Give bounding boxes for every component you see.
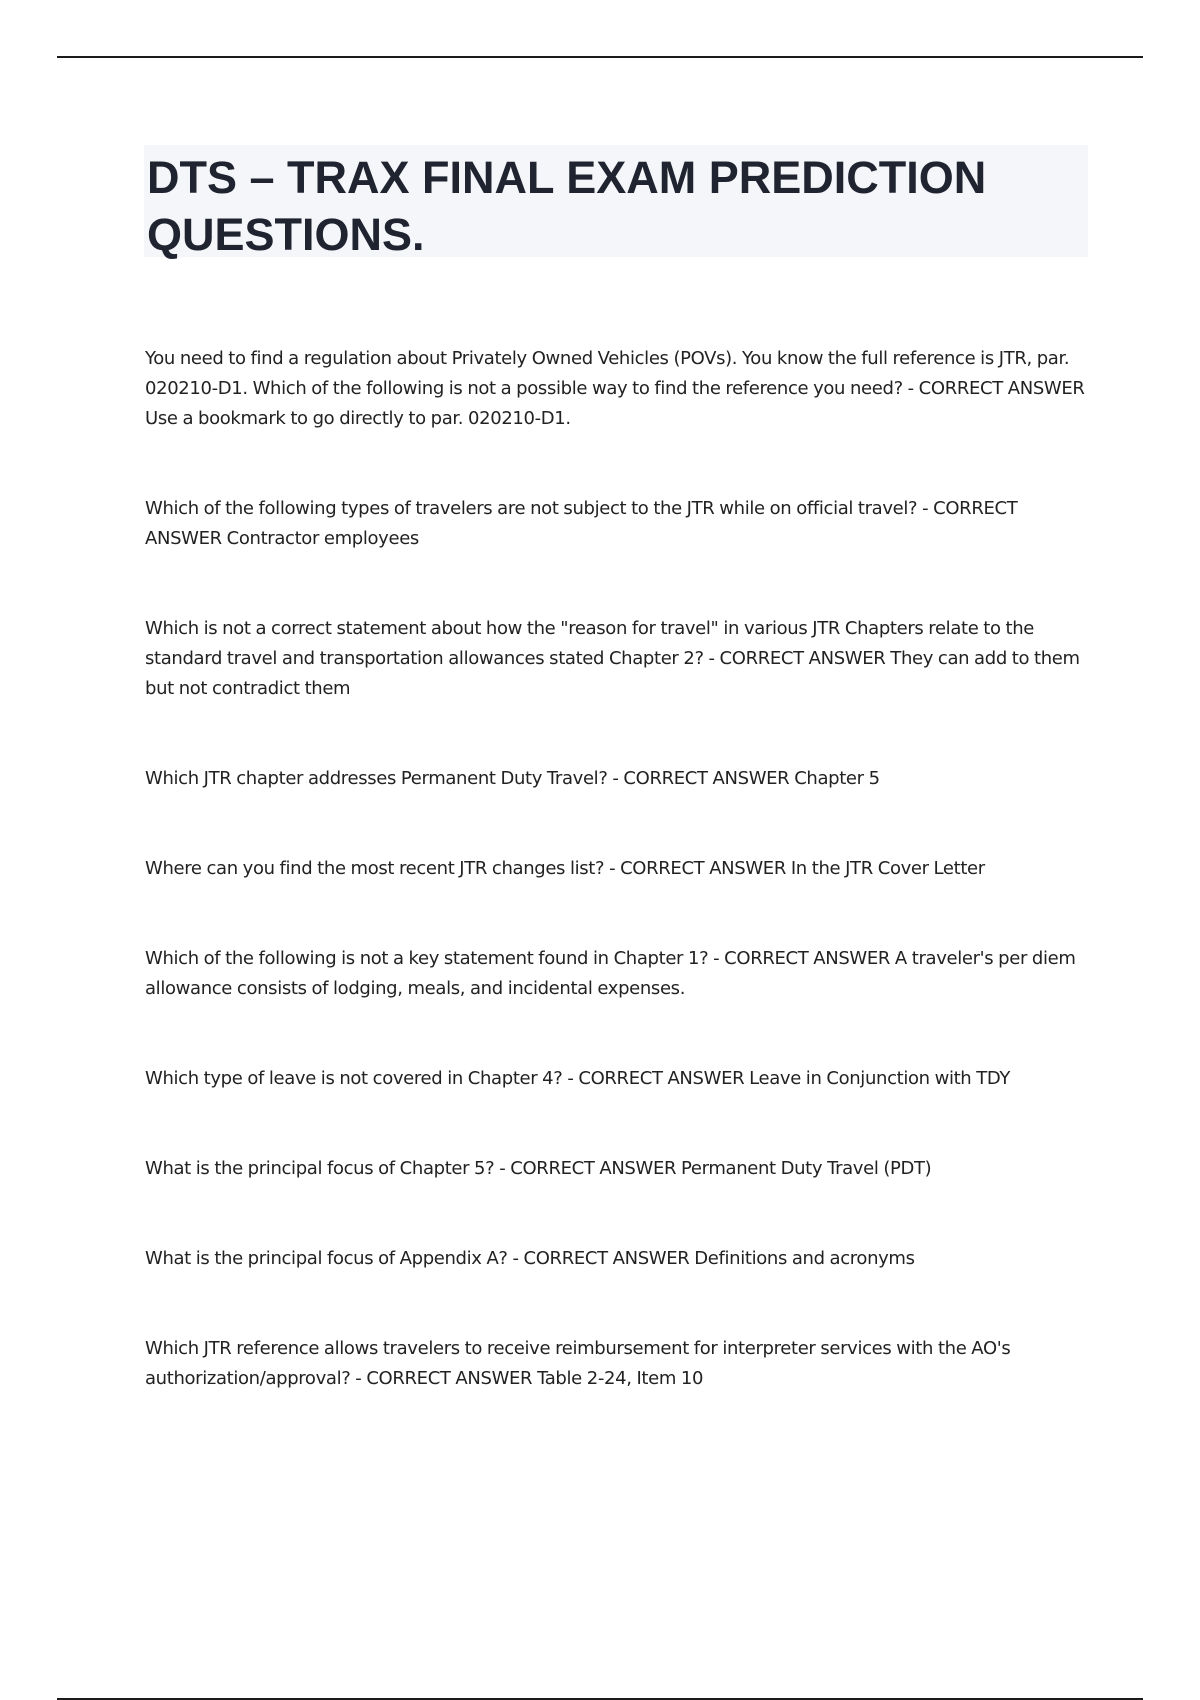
qa-item-9: What is the principal focus of Appendix A? - CORRECT ANSWER Definitions and acronyms: [145, 1248, 915, 1269]
qa-item-10: Which JTR reference allows travelers to receive reimbursement for interpreter services with the AO's authorization/approval? - CORRECT ANSWER Table 2-24, Item 10: [145, 1338, 1011, 1389]
qa-item-2: Which of the following types of travelers are not subject to the JTR while on official travel? - CORRECT ANSWER Contractor employees: [145, 498, 1018, 549]
qa-item-3: Which is not a correct statement about how the "reason for travel" in various JTR Chapters relate to the standard travel and transportation allowances stated Chapter 2? - CORRECT ANSWER They can add to them but not contradict them: [145, 618, 1080, 699]
document-title: DTS – TRAX FINAL EXAM PREDICTION QUESTIONS.: [147, 152, 987, 260]
title-band: [144, 145, 1088, 260]
qa-item-7: Which type of leave is not covered in Chapter 4? - CORRECT ANSWER Leave in Conjunction with TDY: [145, 1068, 1011, 1089]
qa-item-1: You need to find a regulation about Privately Owned Vehicles (POVs). You know the full reference is JTR, par. 020210-D1. Which of the following is not a possible way to find the reference you need? - CORRECT ANSWER Use a bookmark to go directly to par. 020210-D1.: [145, 348, 1085, 429]
top-rule: [57, 56, 1143, 58]
qa-item-4: Which JTR chapter addresses Permanent Duty Travel? - CORRECT ANSWER Chapter 5: [145, 768, 880, 789]
qa-item-8: What is the principal focus of Chapter 5? - CORRECT ANSWER Permanent Duty Travel (PDT): [145, 1158, 932, 1179]
qa-item-5: Where can you find the most recent JTR changes list? - CORRECT ANSWER In the JTR Cover Letter: [145, 858, 985, 879]
qa-item-6: Which of the following is not a key statement found in Chapter 1? - CORRECT ANSWER A traveler's per diem allowance consists of lodging, meals, and incidental expenses.: [145, 948, 1076, 999]
qa-list: [145, 344, 1085, 1454]
